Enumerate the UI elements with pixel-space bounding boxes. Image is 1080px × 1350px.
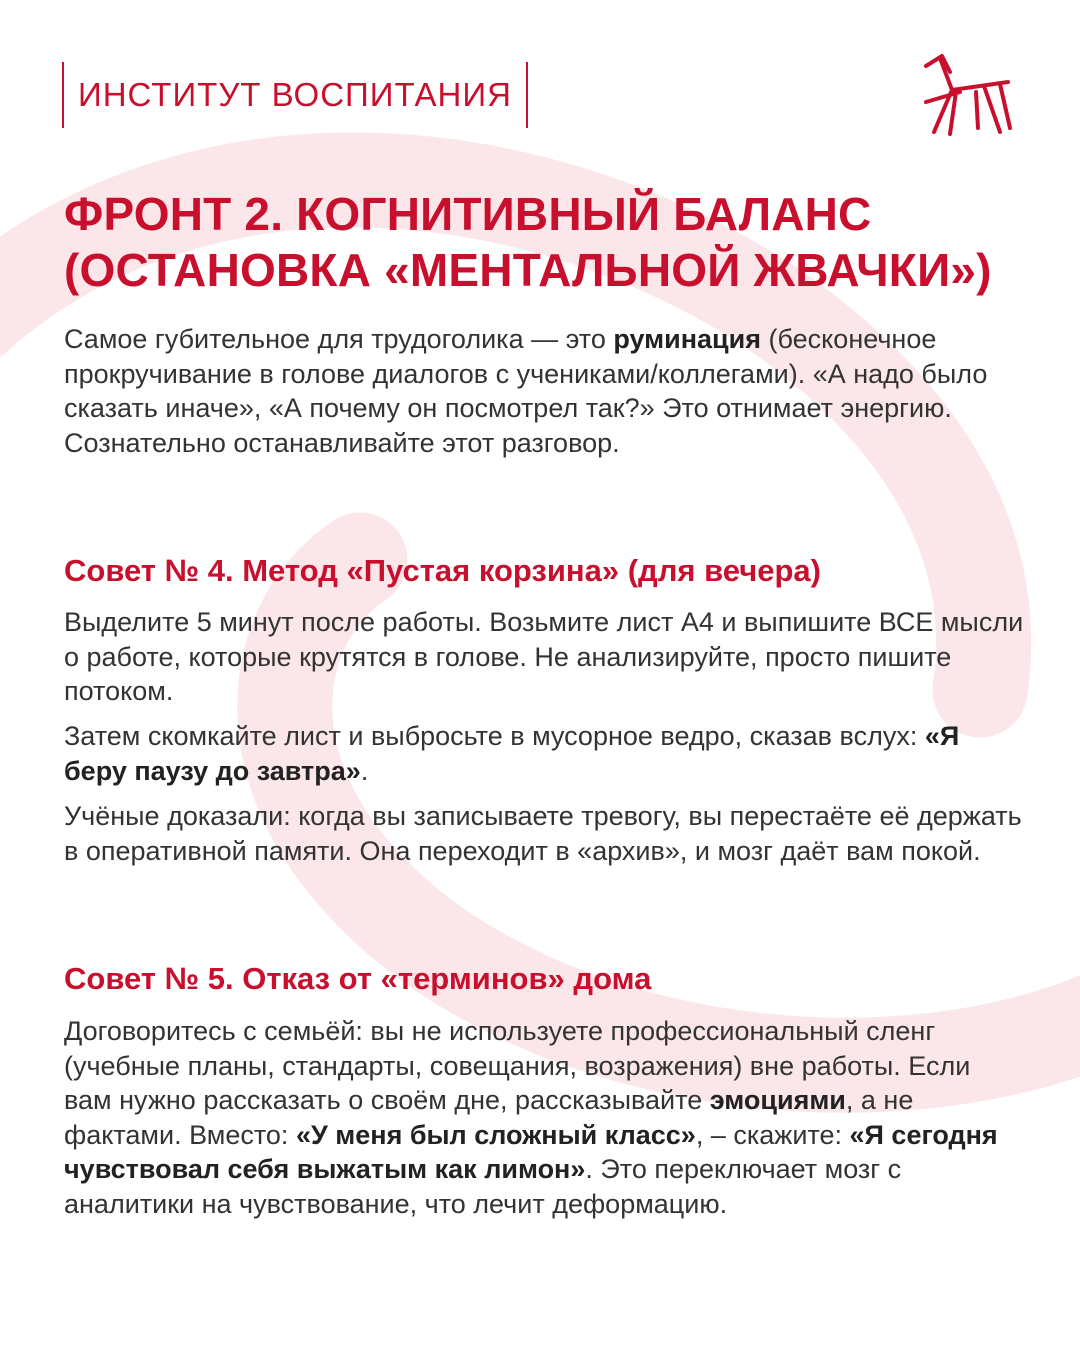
tip4-paragraph-1: Выделите 5 минут после работы. Возьмите лист А4 и выпишите ВСЕ мысли о работе, которые крутятся в голове. Не анализируйте, просто пишите потоком.: [64, 607, 1024, 707]
tip5-text-4: . Это переключает мозг с аналитики на чувствование, что лечит деформацию.: [64, 1154, 902, 1219]
intro-text-1: Самое губительное для трудоголика — это: [64, 324, 614, 354]
tip5-bold-emotions: эмоциями: [709, 1085, 846, 1116]
tip5-bold-quote-2: «Я сегодня чувствовал себя выжатым как лимон»: [64, 1119, 998, 1185]
page-title-line-2: (ОСТАНОВКА «МЕНТАЛЬНОЙ ЖВАЧКИ»): [64, 244, 992, 296]
page-title-line-1: ФРОНТ 2. КОГНИТИВНЫЙ БАЛАНС: [64, 188, 872, 240]
intro-text-2: (бесконечное прокручивание в голове диалогов с учениками/коллегами). «А надо было сказать иначе», «А почему он посмотрел так?» Это отнимает энергию. Сознательно останавливайте этот разговор.: [64, 324, 988, 458]
tip5-title: Совет № 5. Отказ от «терминов» дома: [64, 961, 652, 996]
tip5-text-1: Договоритесь с семьёй: вы не используете профессиональный сленг (учебные планы, стандарты, совещания, возражения) вне работы. Если вам нужно рассказать о своём дне, рассказывайте: [64, 1016, 971, 1116]
brand-name: [62, 62, 528, 128]
page-title: [64, 186, 1054, 298]
intro-bold-term: руминация: [613, 324, 762, 354]
tip4-paragraph-2: [64, 719, 1024, 788]
brand-name-text: ИНСТИТУТ ВОСПИТАНИЯ: [78, 76, 512, 113]
tip5-text-2: , а не фактами. Вместо:: [64, 1085, 914, 1150]
tip5-text-3: , – скажите:: [695, 1119, 850, 1150]
tip5-bold-quote-1: «У меня был сложный класс»: [295, 1119, 696, 1150]
tip5-paragraph: [64, 1014, 1024, 1222]
intro-paragraph: [64, 322, 1024, 460]
tip4-title: Совет № 4. Метод «Пустая корзина» (для вечера): [64, 553, 821, 588]
tip4-p2-text-2: .: [360, 755, 369, 786]
tip4-paragraph-3: Учёные доказали: когда вы записываете тревогу, вы перестаёте её держать в оперативной памяти. Она переходит в «архив», и мозг даёт вам покой.: [64, 801, 1022, 866]
horse-icon: [920, 52, 1018, 138]
tip4-p2-text-1: Затем скомкайте лист и выбросьте в мусорное ведро, сказав вслух:: [64, 721, 925, 751]
tip4-p2-bold-quote: «Я беру паузу до завтра»: [64, 721, 960, 786]
